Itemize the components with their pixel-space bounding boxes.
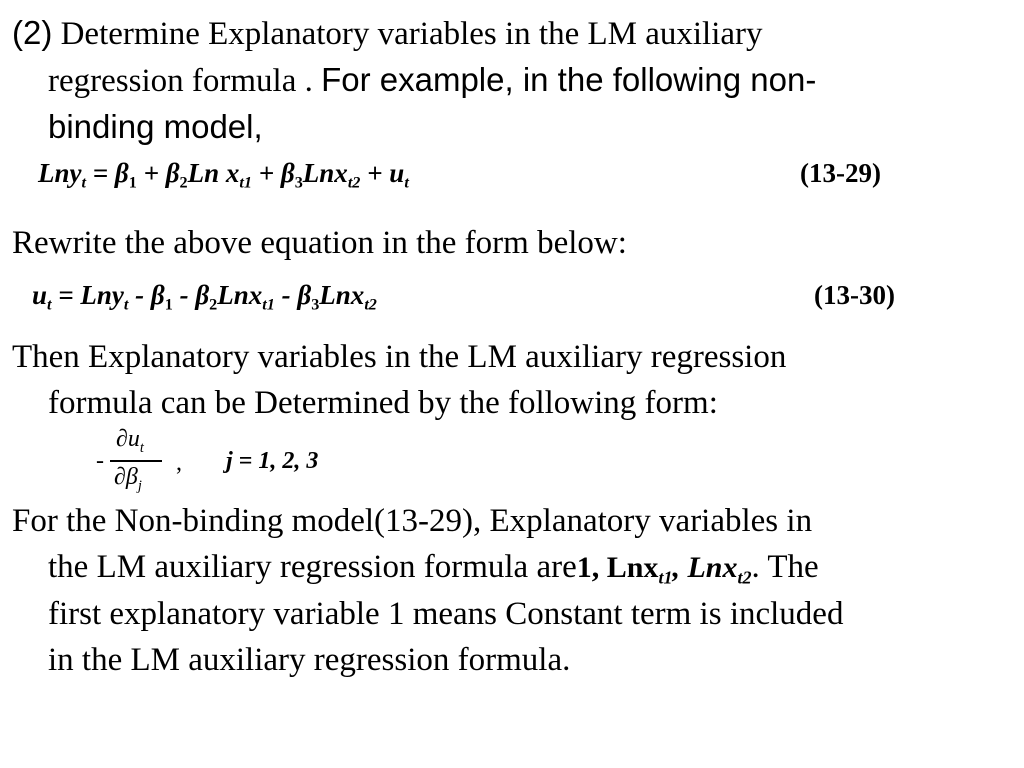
j-range: j = 1, 2, 3: [226, 448, 319, 474]
then-line-1: Then Explanatory variables in the LM auxiliary regression: [12, 339, 787, 375]
fraction-bar: [110, 460, 162, 462]
rewrite-paragraph: [12, 220, 1012, 266]
final-line-2: [12, 544, 1012, 591]
final-line-2a: the LM auxiliary regression formula are: [48, 549, 577, 585]
then-paragraph: [12, 334, 1012, 426]
eq2-u: u: [32, 280, 48, 310]
final-line-4: in the LM auxiliary regression formula.: [48, 642, 571, 678]
eq2-t2: t2: [364, 295, 377, 314]
eq1-plus1: + β: [136, 158, 180, 188]
inline-math-sub2: t2: [737, 567, 752, 588]
equation-13-29: [38, 158, 898, 198]
inline-math-one: 1, Lnx: [576, 551, 659, 584]
eq2-m3: - β: [274, 280, 312, 310]
final-paragraph: [12, 498, 1012, 683]
inline-math-mid: , Lnx: [672, 551, 738, 584]
eq2-t1: t1: [262, 295, 275, 314]
frac-numerator: [116, 426, 144, 457]
eq1-term2: Ln x: [187, 158, 240, 188]
eq1-t2: t2: [347, 173, 361, 192]
frac-numer-sub: t: [139, 439, 144, 456]
eq2-u-sub: t: [47, 295, 52, 314]
intro-number: (2): [12, 14, 53, 51]
intro-text-d: binding model,: [48, 108, 263, 145]
eq1-plus3: + u: [360, 158, 405, 188]
eq2-m1: - β: [128, 280, 165, 310]
inline-explanatory-variables: [576, 551, 752, 588]
eq1-b3: 3: [294, 173, 303, 192]
eq1-t1: t1: [239, 173, 252, 192]
final-line-3: first explanatory variable 1 means Constant term is included: [48, 596, 844, 632]
final-line-1: For the Non-binding model(13-29), Explanatory variables in: [12, 503, 813, 539]
rewrite-text: Rewrite the above equation in the form below:: [12, 225, 627, 261]
intro-paragraph: [12, 10, 1012, 151]
eq1-b2: 2: [179, 173, 188, 192]
eq2-y-sub: t: [123, 295, 129, 314]
partial-derivative-expression: [96, 426, 396, 502]
eq1-u-sub: t: [404, 173, 409, 192]
eq2-term3: Lnx: [319, 280, 365, 310]
frac-denom-text: ∂β: [114, 464, 138, 490]
final-line-2b: . The: [751, 549, 819, 585]
frac-denom-sub: j: [137, 477, 142, 494]
then-line-2: formula can be Determined by the following form:: [48, 385, 718, 421]
inline-math-sub1: t1: [658, 567, 673, 588]
eq2-b1: 1: [164, 295, 173, 314]
eq1-b1: 1: [128, 173, 137, 192]
eq2-eq: = Lny: [51, 280, 124, 310]
eq2-b3: 3: [311, 295, 320, 314]
equation-number-13-29: (13-29): [800, 158, 881, 188]
equation-13-30: [32, 280, 912, 320]
eq1-eq: = β: [86, 158, 129, 188]
equation-number-13-30: (13-30): [814, 280, 895, 310]
eq2-term2: Lnx: [217, 280, 263, 310]
frac-comma: ,: [176, 450, 182, 476]
eq2-m2: - β: [172, 280, 210, 310]
frac-numer-text: ∂u: [116, 426, 140, 452]
eq1-lhs: Lny: [38, 158, 82, 188]
frac-minus: -: [96, 448, 104, 474]
frac-denominator: [114, 464, 142, 495]
eq1-plus2: + β: [251, 158, 295, 188]
eq1-lhs-sub: t: [81, 173, 86, 192]
intro-text-c: For example, in the following non-: [321, 61, 817, 98]
intro-text-a: Determine Explanatory variables in the LM auxiliary: [60, 16, 763, 52]
eq2-b2: 2: [209, 295, 218, 314]
eq1-term3: Lnx: [302, 158, 348, 188]
intro-text-b: regression formula .: [48, 63, 313, 99]
